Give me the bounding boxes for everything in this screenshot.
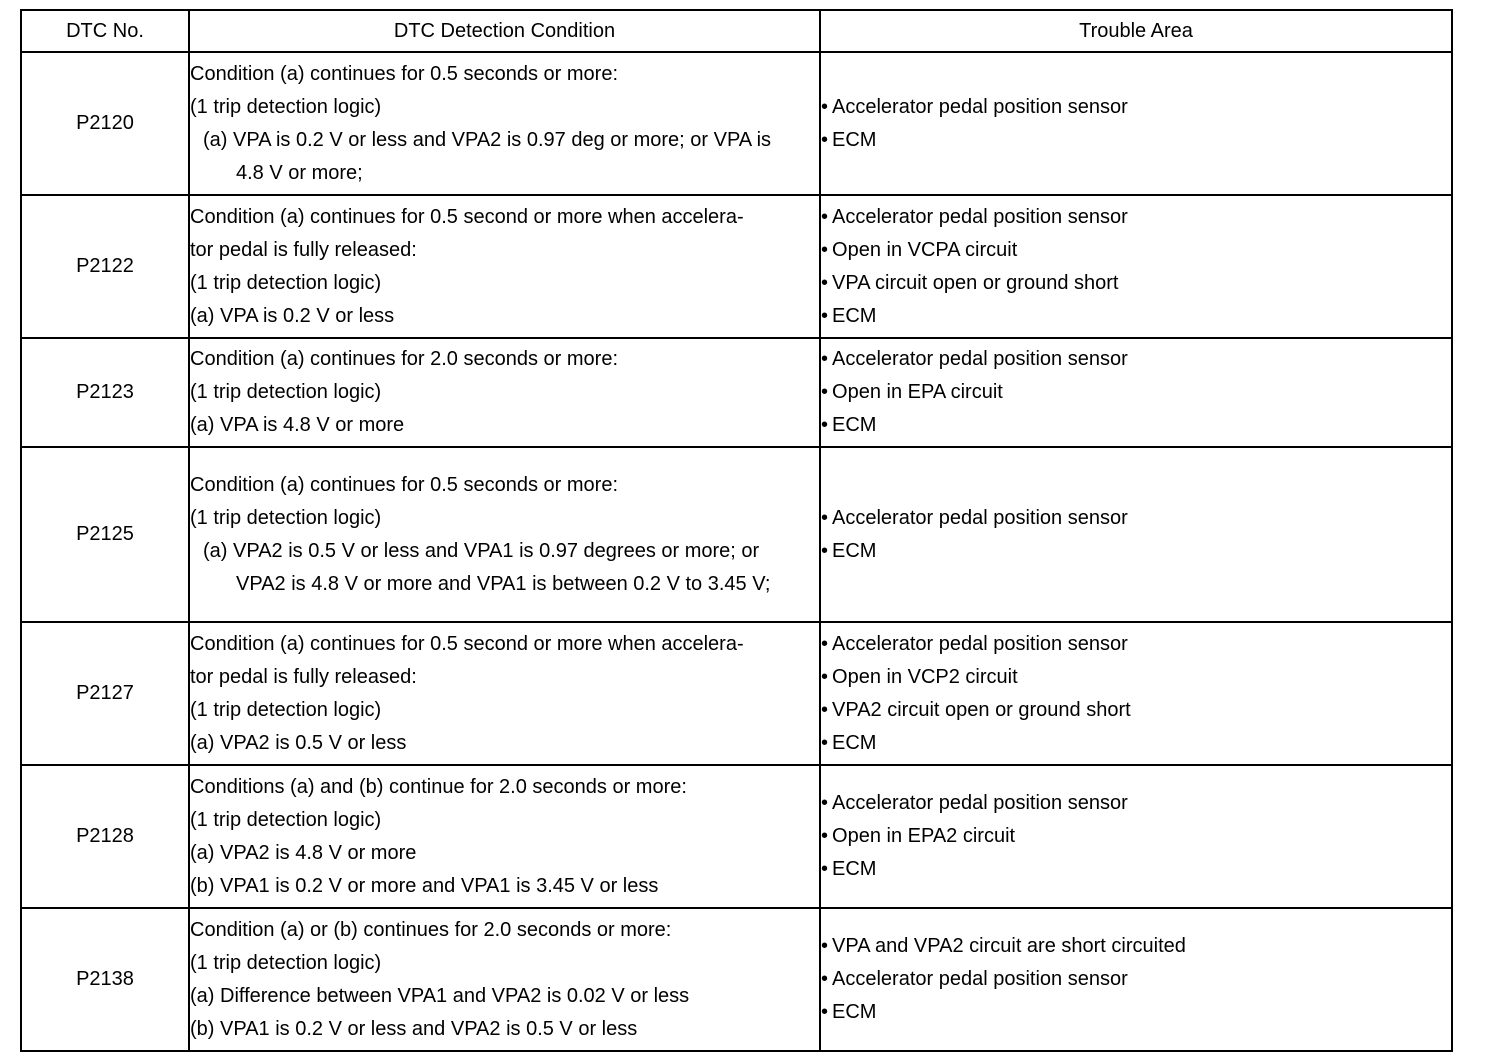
trouble-item: • Accelerator pedal position sensor [821,963,1451,996]
trouble-item: • Accelerator pedal position sensor [821,628,1451,661]
trouble-area [820,338,1452,447]
condition-line: (a) Difference between VPA1 and VPA2 is 0.02 V or less [190,984,690,1007]
trouble-area [820,195,1452,338]
trouble-area [820,622,1452,765]
condition-line: (a) VPA is 4.8 V or more [190,414,405,436]
trouble-item: • Open in EPA2 circuit [821,820,1451,853]
condition-item: (a) VPA2 is 0.5 V or less and VPA1 is 0.97 degrees or more; or VPA2 is 4.8 V or more and VPA1 is between 0.2 V to 3.45 V; [203,539,771,595]
table-row [21,622,1452,765]
condition-line: (1 trip detection logic) [190,381,382,403]
trouble-area [820,447,1452,622]
trouble-item: • VPA and VPA2 circuit are short circuited [821,930,1451,963]
table-row [21,52,1452,195]
trouble-item: • Accelerator pedal position sensor [821,343,1451,376]
table-row [21,338,1452,447]
detection-condition [189,338,820,447]
trouble-item: • ECM [821,853,1451,886]
dtc-code: P2127 [21,622,189,765]
condition-line: Conditions (a) and (b) continue for 2.0 seconds or more: [190,775,687,798]
condition-line: tor pedal is fully released: [190,238,417,261]
condition-line: (1 trip detection logic) [190,506,382,529]
condition-line: (a) VPA is 0.2 V or less [190,304,395,327]
trouble-item: • ECM [821,124,1451,157]
header-dtc-no: DTC No. [21,10,189,52]
condition-line: (1 trip detection logic) [190,271,382,294]
condition-line: Condition (a) continues for 0.5 second or more when accelera- [190,205,744,228]
header-detection-condition: DTC Detection Condition [189,10,820,52]
dtc-code: P2122 [21,195,189,338]
condition-line: tor pedal is fully released: [190,665,417,688]
detection-condition [189,447,820,622]
dtc-code: P2123 [21,338,189,447]
table-row [21,447,1452,622]
detection-condition [189,765,820,908]
condition-line: (a) VPA2 is 4.8 V or more [190,841,417,864]
dtc-code: P2120 [21,52,189,195]
trouble-item: • ECM [821,409,1451,442]
detection-condition [189,52,820,195]
dtc-code: P2125 [21,447,189,622]
trouble-item: • Accelerator pedal position sensor [821,787,1451,820]
table-row [21,765,1452,908]
detection-condition [189,195,820,338]
trouble-area [820,52,1452,195]
header-trouble-area: Trouble Area [820,10,1452,52]
dtc-table [20,9,1453,1052]
condition-line: (1 trip detection logic) [190,951,382,974]
table-row [21,195,1452,338]
condition-line: (1 trip detection logic) [190,95,382,118]
dtc-code: P2138 [21,908,189,1051]
condition-line: (b) VPA1 is 0.2 V or more and VPA1 is 3.45 V or less [190,874,659,897]
condition-line: Condition (a) continues for 0.5 seconds or more: [190,62,618,85]
condition-item: (a) VPA is 0.2 V or less and VPA2 is 0.97 deg or more; or VPA is 4.8 V or more; [203,128,772,184]
condition-line: Condition (a) or (b) continues for 2.0 seconds or more: [190,918,672,941]
header-row [21,10,1452,52]
condition-line: Condition (a) continues for 0.5 second or more when accelera- [190,632,744,655]
trouble-item: • ECM [821,535,1451,568]
trouble-item: • Open in EPA circuit [821,376,1451,409]
table-row [21,908,1452,1051]
condition-line: Condition (a) continues for 0.5 seconds or more: [190,473,618,496]
trouble-item: • Accelerator pedal position sensor [821,91,1451,124]
trouble-area [820,908,1452,1051]
trouble-item: • VPA circuit open or ground short [821,267,1451,300]
condition-line: (1 trip detection logic) [190,698,382,721]
detection-condition [189,908,820,1051]
detection-condition [189,622,820,765]
trouble-item: • Open in VCPA circuit [821,234,1451,267]
trouble-item: • ECM [821,300,1451,333]
trouble-item: • ECM [821,996,1451,1029]
dtc-code: P2128 [21,765,189,908]
trouble-item: • Open in VCP2 circuit [821,661,1451,694]
trouble-item: • ECM [821,727,1451,760]
trouble-item: • VPA2 circuit open or ground short [821,694,1451,727]
trouble-item: • Accelerator pedal position sensor [821,201,1451,234]
condition-line: Condition (a) continues for 2.0 seconds or more: [190,348,618,370]
trouble-area [820,765,1452,908]
condition-line: (1 trip detection logic) [190,808,382,831]
condition-line: (a) VPA2 is 0.5 V or less [190,731,407,754]
trouble-item: • Accelerator pedal position sensor [821,502,1451,535]
condition-line: (b) VPA1 is 0.2 V or less and VPA2 is 0.5 V or less [190,1017,638,1040]
